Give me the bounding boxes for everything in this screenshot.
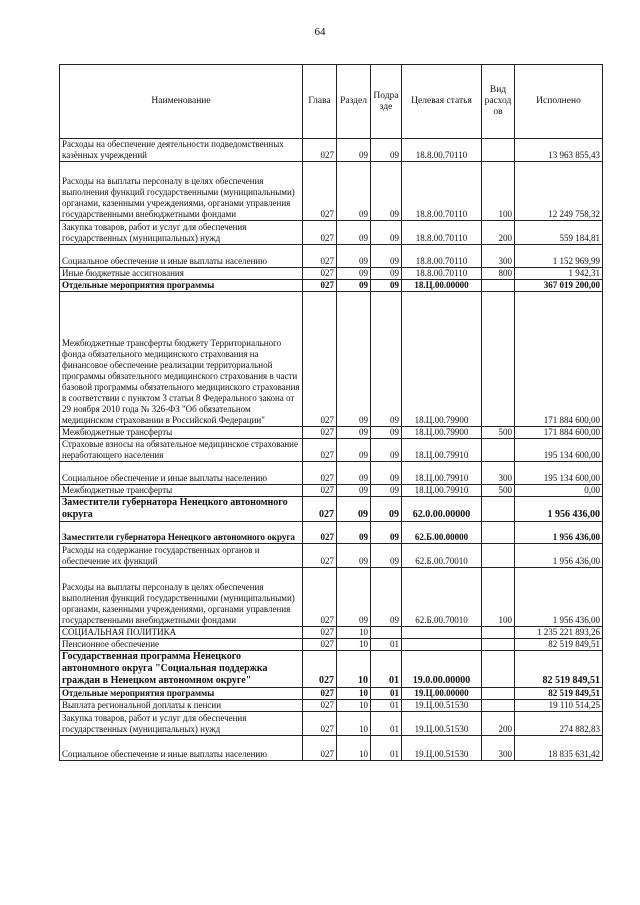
cell-razdel: 09	[337, 245, 371, 268]
table-row	[60, 544, 603, 568]
cell-razdel: 10	[337, 651, 371, 688]
cell-razdel: 09	[337, 485, 371, 497]
cell-razdel: 09	[337, 427, 371, 439]
cell-glava: 027	[303, 462, 337, 485]
cell-glava: 027	[303, 439, 337, 462]
cell-podrazdel: 09	[371, 427, 402, 439]
cell-glava: 027	[303, 712, 337, 736]
cell-vid: 300	[482, 245, 515, 268]
cell-name: Межбюджетные трансферты	[60, 427, 303, 439]
cell-amount: 1 956 436,00	[515, 522, 603, 544]
cell-amount: 82 519 849,51	[515, 688, 603, 700]
cell-amount: 18 835 631,42	[515, 736, 603, 761]
cell-vid: 800	[482, 268, 515, 280]
cell-glava: 027	[303, 292, 337, 427]
cell-amount: 1 152 969,99	[515, 245, 603, 268]
cell-amount: 559 184,81	[515, 221, 603, 245]
cell-razdel: 09	[337, 280, 371, 292]
cell-name: Заместители губернатора Ненецкого автономного округа	[60, 497, 303, 522]
cell-glava: 027	[303, 497, 337, 522]
cell-amount: 274 882,83	[515, 712, 603, 736]
cell-vid	[482, 522, 515, 544]
cell-name: Межбюджетные трансферты	[60, 485, 303, 497]
cell-vid	[482, 639, 515, 651]
cell-podrazdel	[371, 627, 402, 639]
cell-name: Межбюджетные трансферты бюджету Территориального фонда обязательного медицинского страхования на финансовое обеспечение реализации территориальной программы обязательного медицинского страхования в части базовой программы обязательного медицинского страхования в соответствии с пунктом 3 статьи 8 Федерального закона от 29 ноября 2010 года № 326-ФЗ "Об обязательном медицинском страховании в Российской Федерации"	[60, 292, 303, 427]
cell-razdel: 10	[337, 688, 371, 700]
cell-target: 19.Ц.00.51530	[402, 712, 482, 736]
cell-vid	[482, 439, 515, 462]
table-row	[60, 462, 603, 485]
cell-target: 18.Ц.00.79910	[402, 462, 482, 485]
cell-target: 18.Ц.00.00000	[402, 280, 482, 292]
cell-glava: 027	[303, 221, 337, 245]
cell-target: 62.Б.00.70010	[402, 568, 482, 627]
cell-name: Закупка товаров, работ и услуг для обеспечения государственных (муниципальных) нужд	[60, 221, 303, 245]
cell-amount: 195 134 600,00	[515, 462, 603, 485]
cell-razdel: 09	[337, 544, 371, 568]
cell-amount: 1 942,31	[515, 268, 603, 280]
cell-name: Социальное обеспечение и иные выплаты населению	[60, 462, 303, 485]
cell-podrazdel: 09	[371, 268, 402, 280]
cell-podrazdel: 01	[371, 736, 402, 761]
cell-target: 62.Б.00.70010	[402, 544, 482, 568]
table-row	[60, 700, 603, 712]
cell-glava: 027	[303, 162, 337, 221]
table-row	[60, 639, 603, 651]
cell-razdel: 09	[337, 268, 371, 280]
cell-podrazdel: 09	[371, 439, 402, 462]
cell-amount: 19 110 514,25	[515, 700, 603, 712]
cell-razdel: 10	[337, 700, 371, 712]
cell-razdel: 09	[337, 162, 371, 221]
cell-razdel: 09	[337, 462, 371, 485]
cell-razdel: 09	[337, 292, 371, 427]
cell-vid	[482, 292, 515, 427]
cell-vid: 500	[482, 427, 515, 439]
col-header-podrazdel: Подра зде	[371, 65, 402, 139]
table-row	[60, 139, 603, 162]
table-row	[60, 280, 603, 292]
table-row	[60, 427, 603, 439]
cell-target: 18.8.00.70110	[402, 245, 482, 268]
cell-glava: 027	[303, 245, 337, 268]
cell-podrazdel: 09	[371, 522, 402, 544]
table-body	[60, 139, 603, 761]
page-number: 64	[314, 26, 326, 38]
cell-name: Расходы на выплаты персоналу в целях обеспечения выполнения функций государственными (муниципальными) органами, казенными учреждениями, органами управления государственными внебюджетными фондами	[60, 568, 303, 627]
cell-podrazdel: 09	[371, 568, 402, 627]
header-row	[60, 65, 603, 139]
table-row	[60, 736, 603, 761]
cell-glava: 027	[303, 280, 337, 292]
cell-podrazdel: 01	[371, 651, 402, 688]
cell-target: 18.Ц.00.79910	[402, 485, 482, 497]
cell-name: Отдельные мероприятия программы	[60, 688, 303, 700]
cell-podrazdel: 09	[371, 462, 402, 485]
cell-target: 18.8.00.70110	[402, 221, 482, 245]
cell-vid: 300	[482, 736, 515, 761]
cell-podrazdel: 09	[371, 139, 402, 162]
cell-amount: 1 235 221 893,26	[515, 627, 603, 639]
cell-amount: 171 884 600,00	[515, 427, 603, 439]
cell-name: Выплата региональной доплаты к пенсии	[60, 700, 303, 712]
cell-vid: 500	[482, 485, 515, 497]
col-header-amount: Исполнено	[515, 65, 603, 139]
cell-target: 18.Ц.00.79900	[402, 427, 482, 439]
cell-podrazdel: 01	[371, 688, 402, 700]
cell-glava: 027	[303, 736, 337, 761]
cell-glava: 027	[303, 627, 337, 639]
cell-glava: 027	[303, 522, 337, 544]
cell-name: Социальное обеспечение и иные выплаты населению	[60, 736, 303, 761]
table-row	[60, 162, 603, 221]
cell-target: 19.Ц.00.51530	[402, 700, 482, 712]
cell-target: 62.Б.00.00000	[402, 522, 482, 544]
cell-podrazdel: 09	[371, 544, 402, 568]
cell-target: 18.Ц.00.79910	[402, 439, 482, 462]
cell-amount: 13 963 855,43	[515, 139, 603, 162]
cell-name: СОЦИАЛЬНАЯ ПОЛИТИКА	[60, 627, 303, 639]
cell-vid	[482, 497, 515, 522]
cell-glava: 027	[303, 568, 337, 627]
cell-amount: 1 956 436,00	[515, 497, 603, 522]
cell-razdel: 09	[337, 497, 371, 522]
cell-razdel: 10	[337, 627, 371, 639]
cell-name: Пенсионное обеспечение	[60, 639, 303, 651]
cell-razdel: 10	[337, 736, 371, 761]
cell-glava: 027	[303, 268, 337, 280]
cell-amount: 171 884 600,00	[515, 292, 603, 427]
table-row	[60, 522, 603, 544]
cell-target: 19.Ц.00.51530	[402, 736, 482, 761]
cell-target: 18.Ц.00.79900	[402, 292, 482, 427]
cell-razdel: 09	[337, 568, 371, 627]
cell-target: 19.0.00.00000	[402, 651, 482, 688]
cell-name: Отдельные мероприятия программы	[60, 280, 303, 292]
cell-target: 18.8.00.70110	[402, 162, 482, 221]
table-row	[60, 651, 603, 688]
table-row	[60, 485, 603, 497]
cell-vid	[482, 544, 515, 568]
cell-name: Иные бюджетные ассигнования	[60, 268, 303, 280]
cell-razdel: 10	[337, 639, 371, 651]
cell-podrazdel: 01	[371, 712, 402, 736]
table-row	[60, 439, 603, 462]
cell-podrazdel: 09	[371, 221, 402, 245]
cell-vid: 200	[482, 221, 515, 245]
cell-vid	[482, 139, 515, 162]
cell-glava: 027	[303, 651, 337, 688]
budget-table	[59, 64, 603, 761]
cell-razdel: 09	[337, 221, 371, 245]
cell-target: 62.0.00.00000	[402, 497, 482, 522]
cell-target	[402, 627, 482, 639]
cell-target: 18.8.00.70110	[402, 268, 482, 280]
cell-amount: 12 249 758,32	[515, 162, 603, 221]
cell-target: 18.8.00.70110	[402, 139, 482, 162]
cell-vid	[482, 627, 515, 639]
cell-name: Государственная программа Ненецкого автономного округа "Социальная поддержка граждан в Ненецком автономном округе"	[60, 651, 303, 688]
col-header-name: Наименование	[60, 65, 303, 139]
cell-amount: 82 519 849,51	[515, 639, 603, 651]
table-row	[60, 292, 603, 427]
col-header-glava: Глава	[303, 65, 337, 139]
cell-amount: 82 519 849,51	[515, 651, 603, 688]
cell-name: Закупка товаров, работ и услуг для обеспечения государственных (муниципальных) нужд	[60, 712, 303, 736]
cell-amount: 0,00	[515, 485, 603, 497]
col-header-razdel: Раздел	[337, 65, 371, 139]
cell-amount: 195 134 600,00	[515, 439, 603, 462]
cell-name: Расходы на содержание государственных органов и обеспечение их функций	[60, 544, 303, 568]
cell-name: Заместители губернатора Ненецкого автономного округа	[60, 522, 303, 544]
cell-glava: 027	[303, 427, 337, 439]
cell-vid	[482, 651, 515, 688]
cell-amount: 1 956 436,00	[515, 568, 603, 627]
table-row	[60, 221, 603, 245]
cell-glava: 027	[303, 485, 337, 497]
col-header-vid: Вид расход ов	[482, 65, 515, 139]
cell-razdel: 09	[337, 139, 371, 162]
cell-razdel: 09	[337, 522, 371, 544]
table-row	[60, 712, 603, 736]
cell-vid	[482, 688, 515, 700]
cell-amount: 367 019 200,00	[515, 280, 603, 292]
cell-razdel: 10	[337, 712, 371, 736]
cell-podrazdel: 09	[371, 245, 402, 268]
cell-razdel: 09	[337, 439, 371, 462]
cell-vid: 200	[482, 712, 515, 736]
table-row	[60, 245, 603, 268]
table-row	[60, 268, 603, 280]
cell-target: 19.Ц.00.00000	[402, 688, 482, 700]
cell-glava: 027	[303, 139, 337, 162]
cell-target	[402, 639, 482, 651]
cell-podrazdel: 09	[371, 280, 402, 292]
cell-podrazdel: 09	[371, 485, 402, 497]
cell-podrazdel: 09	[371, 292, 402, 427]
cell-vid: 100	[482, 568, 515, 627]
cell-name: Расходы на выплаты персоналу в целях обеспечения выполнения функций государственными (муниципальными) органами, казенными учреждениями, органами управления государственными внебюджетными фондами	[60, 162, 303, 221]
cell-podrazdel: 09	[371, 497, 402, 522]
table-row	[60, 568, 603, 627]
table-row	[60, 688, 603, 700]
table-row	[60, 627, 603, 639]
table-row	[60, 497, 603, 522]
cell-vid: 300	[482, 462, 515, 485]
cell-name: Страховые взносы на обязательное медицинское страхование неработающего населения	[60, 439, 303, 462]
cell-name: Социальное обеспечение и иные выплаты населению	[60, 245, 303, 268]
cell-glava: 027	[303, 639, 337, 651]
cell-amount: 1 956 436,00	[515, 544, 603, 568]
cell-vid	[482, 700, 515, 712]
cell-glava: 027	[303, 700, 337, 712]
col-header-target: Целевая статья	[402, 65, 482, 139]
cell-podrazdel: 01	[371, 700, 402, 712]
cell-podrazdel: 01	[371, 639, 402, 651]
cell-vid: 100	[482, 162, 515, 221]
cell-name: Расходы на обеспечение деятельности подведомственных казённых учреждений	[60, 139, 303, 162]
cell-podrazdel: 09	[371, 162, 402, 221]
cell-glava: 027	[303, 688, 337, 700]
cell-vid	[482, 280, 515, 292]
cell-glava: 027	[303, 544, 337, 568]
